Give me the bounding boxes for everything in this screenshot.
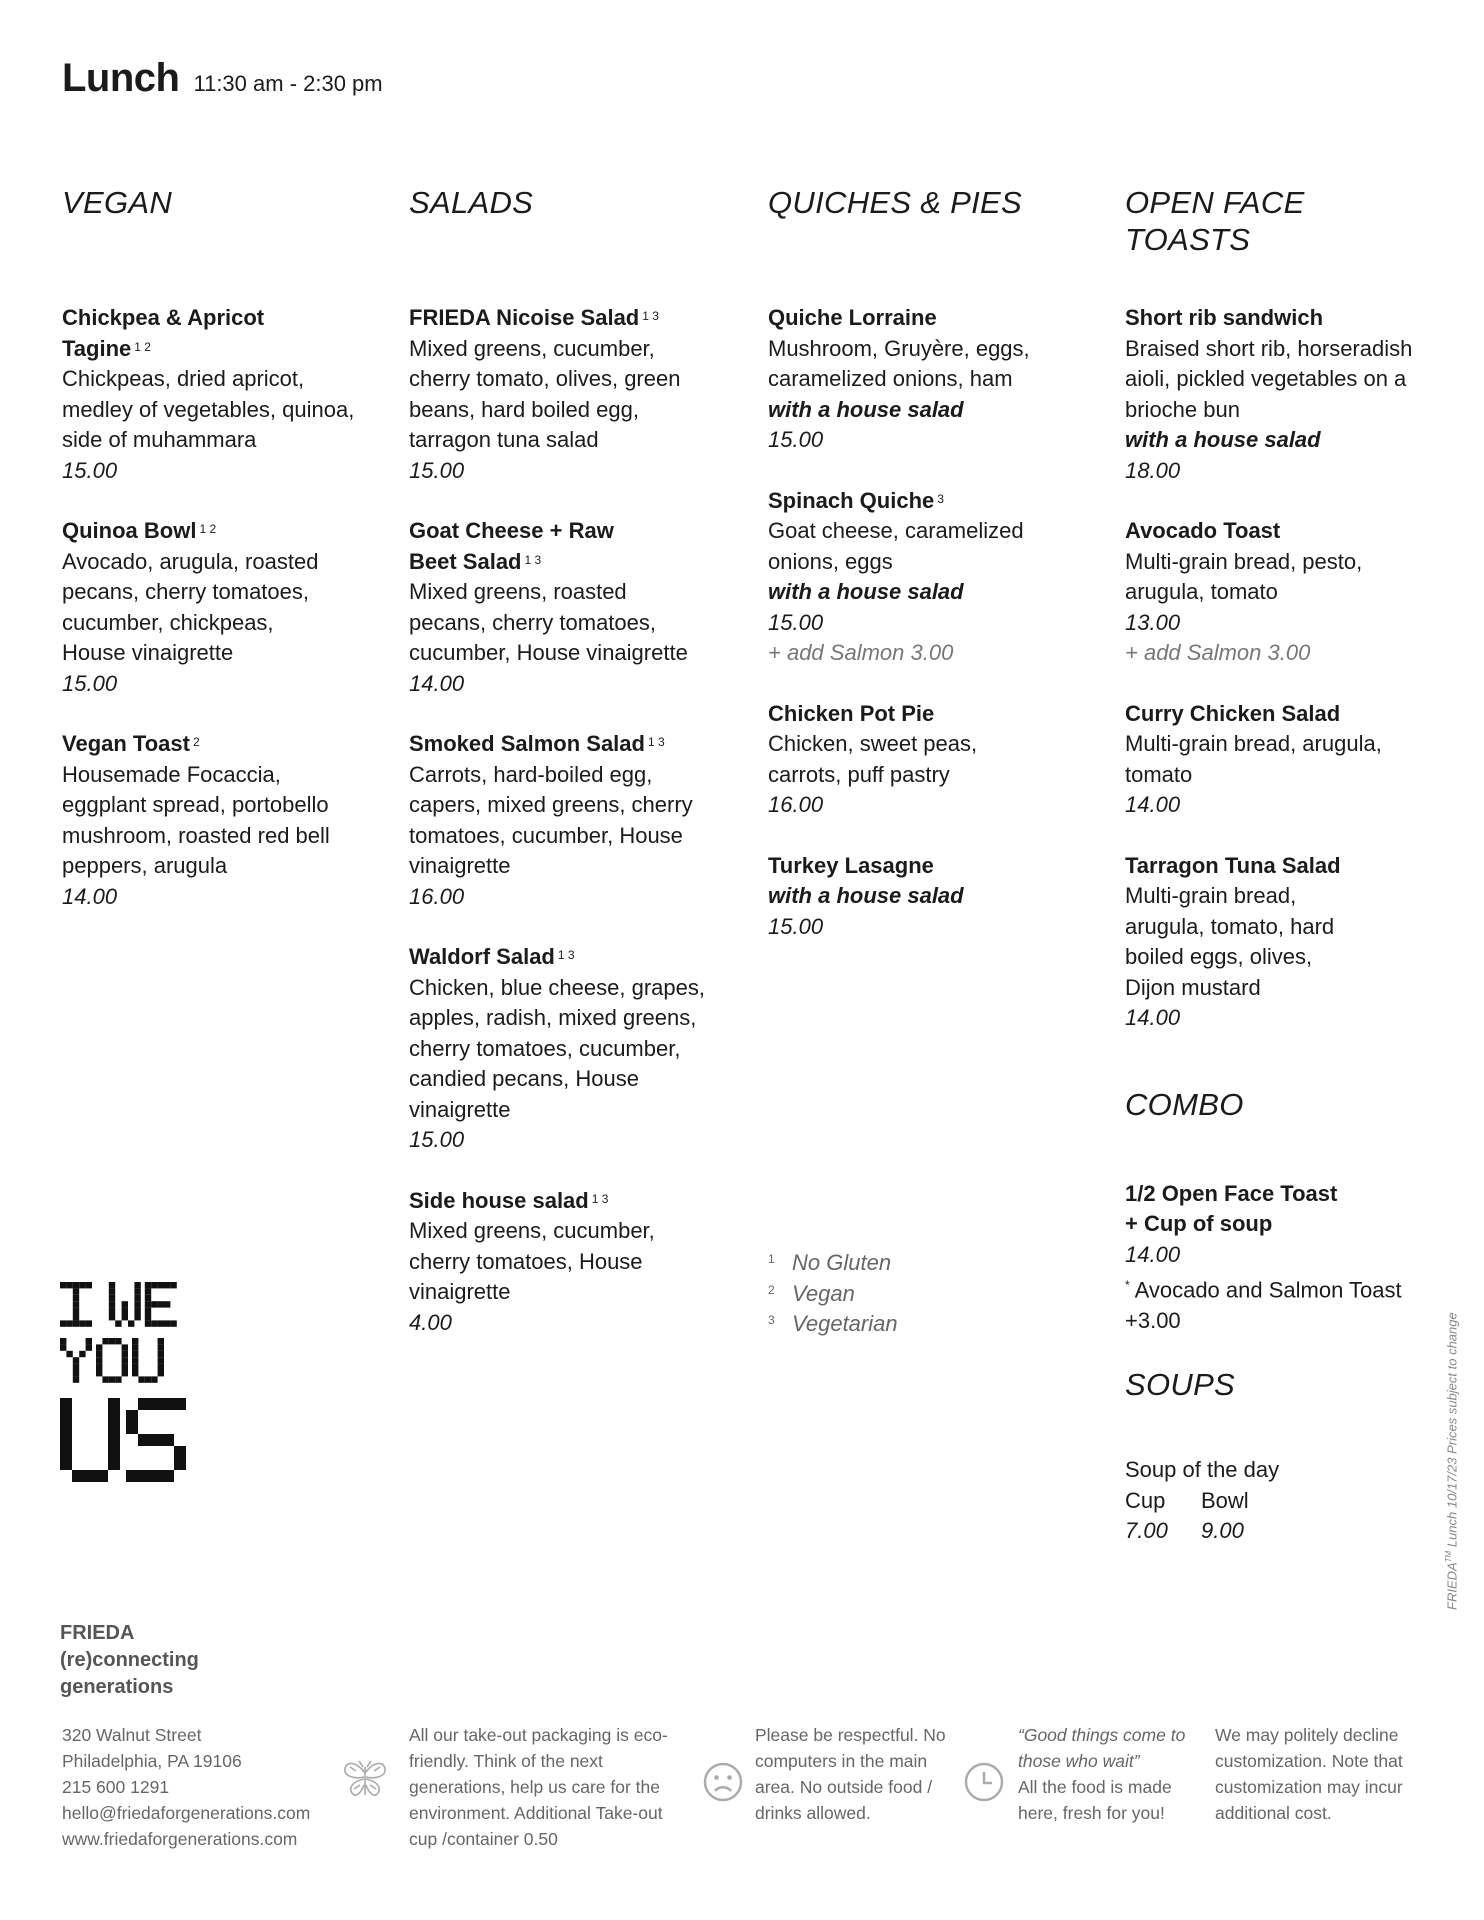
soup-bowl-label: Bowl — [1201, 1487, 1249, 1513]
i-we-you-us-logo — [60, 1280, 186, 1486]
menu-column-vegan — [62, 184, 362, 942]
brand-tagline-2: generations — [60, 1676, 174, 1698]
footer-customization-note: We may politely decline customization. Note that customization may incur additional cost. — [1215, 1725, 1403, 1823]
phone-number: 215 600 1291 — [62, 1777, 170, 1797]
menu-item — [409, 942, 709, 1156]
menu-item — [409, 516, 709, 699]
menu-item — [62, 516, 362, 699]
menu-item — [62, 303, 362, 486]
combo-price: 14.00 — [1125, 1241, 1181, 1267]
legend-number: 3 — [768, 1313, 775, 1327]
item-addon: + add Salmon 3.00 — [768, 640, 954, 665]
item-description: Multi-grain bread, arugula, tomato — [1125, 731, 1382, 787]
menu-item — [409, 1186, 709, 1339]
item-description: Mixed greens, cucumber, cherry tomatoes, House vinaigrette — [409, 1218, 655, 1304]
menu-item — [1125, 516, 1425, 669]
item-description: Braised short rib, horseradish aioli, pickled vegetables on a brioche bun — [1125, 335, 1413, 422]
item-price: 15.00 — [62, 670, 118, 696]
menu-column-open-face-toasts — [1125, 184, 1425, 1547]
combo-extra-mark: * — [1125, 1278, 1130, 1292]
menu-item — [409, 729, 709, 912]
item-name: Vegan Toast — [62, 731, 190, 756]
item-price: 4.00 — [409, 1309, 452, 1335]
item-price: 14.00 — [1125, 1005, 1181, 1030]
item-name: Spinach Quiche — [768, 487, 935, 513]
item-description: Chicken, sweet peas, carrots, puff pastry — [768, 731, 978, 787]
item-price: 15.00 — [768, 913, 824, 939]
combo-name-line-1: 1/2 Open Face Toast — [1125, 1180, 1338, 1206]
combo-name-line-2: + Cup of soup — [1125, 1211, 1273, 1236]
menu-column-salads — [409, 184, 709, 1368]
category-title: SALADS — [409, 185, 534, 220]
legend-number: 2 — [768, 1282, 775, 1297]
item-name: Chicken Pot Pie — [768, 700, 935, 726]
brand-tagline-1: (re)connecting — [60, 1649, 199, 1671]
item-name: Chickpea & Apricot Tagine — [62, 305, 265, 361]
menu-item — [768, 699, 1068, 821]
item-description: Multi-grain bread, pesto, arugula, tomato — [1125, 548, 1363, 604]
item-description: Chickpeas, dried apricot, medley of vegetables, quinoa, side of muhammara — [62, 366, 355, 452]
item-price: 15.00 — [409, 1127, 465, 1152]
item-tags: 3 — [937, 491, 944, 506]
item-description: Multi-grain bread, arugula, tomato, hard boiled eggs, olives, Dijon mustard — [1125, 883, 1335, 1000]
item-price: 15.00 — [768, 609, 824, 635]
item-name: Avocado Toast — [1125, 518, 1281, 543]
item-note: with a house salad — [768, 396, 964, 422]
legend-label: Vegetarian — [792, 1311, 898, 1336]
item-tags: 1 3 — [647, 735, 665, 749]
email-link[interactable]: hello@friedaforgenerations.com — [62, 1803, 311, 1823]
item-price: 14.00 — [409, 670, 465, 696]
item-price: 15.00 — [768, 427, 824, 452]
footer-respect-note: Please be respectful. No computers in the main area. No outside food / drinks allowed. — [755, 1725, 946, 1823]
combo-extra: Avocado and Salmon Toast — [1134, 1277, 1402, 1303]
face-icon — [703, 1762, 743, 1802]
item-name: Curry Chicken Salad — [1125, 700, 1341, 726]
category-title-soups: SOUPS — [1125, 1367, 1236, 1403]
soup-title: Soup of the day — [1125, 1457, 1280, 1483]
side-note-text: Lunch 10/17/23 Prices subject to change — [1444, 1312, 1460, 1551]
item-note: with a house salad — [768, 883, 964, 908]
item-description: Avocado, arugula, roasted pecans, cherry tomatoes, cucumber, chickpeas, House vinaigrette — [62, 548, 319, 665]
combo-item — [1125, 1179, 1425, 1337]
legend-number: 1 — [768, 1252, 775, 1266]
soup-cup-price: 7.00 — [1125, 1518, 1168, 1544]
item-price: 15.00 — [62, 457, 118, 483]
item-name: Goat Cheese + Raw Beet Salad — [409, 518, 614, 574]
item-price: 14.00 — [62, 883, 118, 909]
item-addon: + add Salmon 3.00 — [1125, 640, 1311, 665]
item-tags: 1 3 — [524, 552, 542, 567]
item-tags: 1 3 — [591, 1191, 609, 1206]
trademark: TM — [1444, 1550, 1453, 1563]
page-title: Lunch — [62, 56, 180, 100]
menu-item — [1125, 699, 1425, 821]
combo-extra-price: +3.00 — [1125, 1307, 1181, 1333]
item-description: Chicken, blue cheese, grapes, apples, radish, mixed greens, cherry tomatoes, cucumber, candied pecans, House vinaigrette — [409, 974, 705, 1122]
item-note: with a house salad — [768, 579, 964, 604]
page-header — [62, 56, 383, 101]
footer-packaging-note: All our take-out packaging is eco-friendly. Think of the next generations, help us care for the environment. Additional Take-out cup /container 0.50 — [409, 1725, 668, 1849]
item-name: FRIEDA Nicoise Salad — [409, 305, 640, 330]
category-title: VEGAN — [62, 185, 173, 220]
menu-item — [1125, 303, 1425, 486]
item-description: Carrots, hard-boiled egg, capers, mixed greens, cherry tomatoes, cucumber, House vinaigrette — [409, 761, 693, 878]
menu-item — [768, 303, 1068, 456]
item-name: Quiche Lorraine — [768, 305, 937, 330]
item-price: 18.00 — [1125, 457, 1181, 483]
lunch-hours: 11:30 am - 2:30 pm — [193, 71, 383, 96]
fresh-quote: “Good things come to those who wait” — [1018, 1725, 1186, 1771]
item-tags: 2 — [192, 735, 200, 749]
legend-label: Vegan — [792, 1280, 855, 1306]
address-street: 320 Walnut Street — [62, 1725, 202, 1745]
item-description: Mixed greens, roasted pecans, cherry tomatoes, cucumber, House vinaigrette — [409, 579, 688, 665]
vertical-date-note — [1444, 1312, 1459, 1610]
legend-item — [768, 1309, 898, 1340]
item-name: Smoked Salmon Salad — [409, 731, 645, 756]
item-description: Goat cheese, caramelized onions, eggs — [768, 518, 1024, 574]
category-title: OPEN FACE TOASTS — [1125, 185, 1305, 257]
item-price: 14.00 — [1125, 792, 1181, 817]
menu-item — [768, 851, 1068, 943]
menu-item — [1125, 851, 1425, 1034]
menu-item — [768, 486, 1068, 669]
item-price: 13.00 — [1125, 609, 1181, 635]
item-description: Mixed greens, cucumber, cherry tomato, olives, green beans, hard boiled egg, tarragon tuna salad — [409, 335, 681, 452]
menu-column-quiches-pies — [768, 184, 1068, 972]
item-note: with a house salad — [1125, 427, 1321, 452]
butterfly-icon — [342, 1757, 388, 1801]
soup-bowl-price: 9.00 — [1201, 1518, 1244, 1544]
menu-item — [409, 303, 709, 486]
item-name: Quinoa Bowl — [62, 518, 197, 543]
category-title-combo: COMBO — [1125, 1086, 1244, 1122]
dietary-legend — [768, 1248, 898, 1340]
item-price: 16.00 — [409, 883, 465, 909]
item-tags: 1 2 — [134, 339, 151, 354]
footer-address — [62, 1722, 332, 1852]
legend-label: No Gluten — [792, 1250, 892, 1275]
item-description: Mushroom, Gruyère, eggs, caramelized onions, ham — [768, 335, 1030, 391]
menu-item — [62, 729, 362, 912]
address-city: Philadelphia, PA 19106 — [62, 1751, 242, 1771]
item-name: Turkey Lasagne — [768, 852, 934, 878]
item-tags: 1 3 — [557, 948, 575, 962]
category-title: QUICHES & PIES — [768, 185, 1022, 220]
soup-of-the-day — [1125, 1455, 1425, 1547]
pixel-logo — [60, 1280, 186, 1491]
item-name: Side house salad — [409, 1187, 589, 1213]
soup-cup-label: Cup — [1125, 1487, 1166, 1513]
item-price: 16.00 — [768, 792, 824, 817]
brand-name: FRIEDA — [60, 1622, 135, 1644]
item-price: 15.00 — [409, 457, 465, 483]
website-link[interactable]: www.friedaforgenerations.com — [62, 1829, 298, 1849]
side-brand: FRIEDA — [1444, 1562, 1460, 1610]
item-description: Housemade Focaccia, eggplant spread, portobello mushroom, roasted red bell peppers, arugula — [62, 761, 330, 878]
item-name: Short rib sandwich — [1125, 305, 1324, 330]
brand-block — [60, 1620, 199, 1701]
item-name: Waldorf Salad — [409, 944, 555, 969]
item-tags: 1 2 — [199, 522, 217, 536]
item-name: Tarragon Tuna Salad — [1125, 852, 1341, 878]
fresh-text: All the food is made here, fresh for you! — [1018, 1777, 1172, 1823]
item-tags: 1 3 — [642, 309, 659, 323]
clock-icon — [964, 1762, 1004, 1802]
footer-fresh-note — [1018, 1722, 1188, 1826]
